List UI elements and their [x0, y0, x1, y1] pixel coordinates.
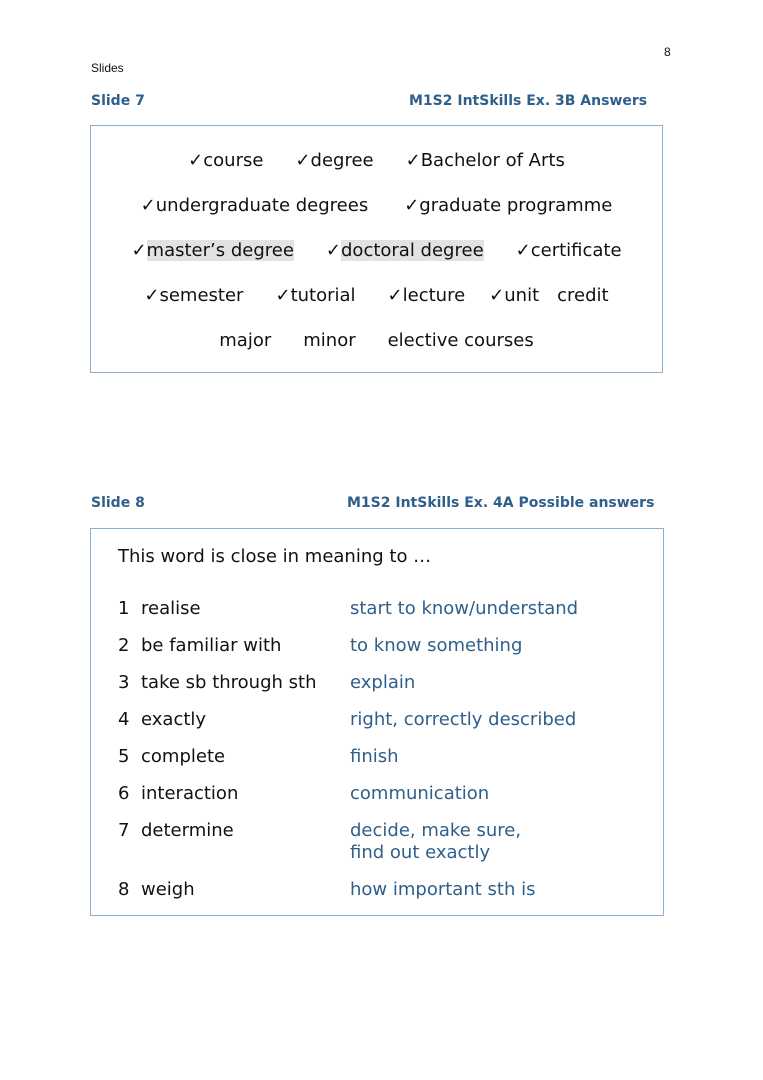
- item-answer: [350, 783, 489, 805]
- word-text: tutorial: [290, 285, 356, 306]
- item-term: determine: [141, 820, 234, 841]
- word-row: [91, 240, 662, 261]
- check-icon: ✓: [140, 195, 156, 216]
- word-item: [388, 285, 466, 306]
- check-icon: ✓: [515, 240, 531, 261]
- word-text: credit: [557, 285, 609, 306]
- item-term: be familiar with: [141, 635, 282, 656]
- item-answer: [350, 635, 522, 657]
- item-number: 6: [118, 783, 130, 804]
- item-term: weigh: [141, 879, 195, 900]
- word-text: doctoral degree: [341, 240, 484, 261]
- slide8-label: Slide 8: [91, 495, 145, 511]
- word-text: unit: [504, 285, 540, 306]
- word-item: [275, 285, 355, 306]
- answer-line: finish: [350, 746, 399, 767]
- item-answer: [350, 672, 415, 694]
- item-number: 8: [118, 879, 130, 900]
- slide7-label: Slide 7: [91, 93, 145, 109]
- word-text: course: [203, 150, 264, 171]
- word-text: lecture: [402, 285, 466, 306]
- page-number: 8: [664, 45, 671, 59]
- word-item: [295, 150, 373, 171]
- word-item: [404, 195, 612, 216]
- word-row: [91, 150, 662, 171]
- word-item: [388, 330, 534, 351]
- item-number: 4: [118, 709, 130, 730]
- item-answer: [350, 746, 399, 768]
- word-item: [326, 240, 484, 261]
- item-number: 1: [118, 598, 130, 619]
- check-icon: ✓: [325, 240, 341, 261]
- answer-line: start to know/understand: [350, 598, 579, 619]
- word-item: [406, 150, 565, 171]
- item-answer: [350, 709, 576, 731]
- word-text: Bachelor of Arts: [420, 150, 565, 171]
- word-row: [91, 330, 662, 351]
- word-row: [91, 285, 662, 306]
- check-icon: ✓: [295, 150, 311, 171]
- intro-text: This word is close in meaning to …: [118, 546, 432, 567]
- answer-line: decide, make sure,: [350, 820, 522, 841]
- check-icon: ✓: [144, 285, 160, 306]
- word-text: graduate programme: [419, 195, 613, 216]
- check-icon: ✓: [387, 285, 403, 306]
- slide8-title: M1S2 IntSkills Ex. 4A Possible answers: [347, 495, 655, 511]
- word-item: [557, 285, 608, 306]
- word-item: [144, 285, 243, 306]
- item-term: exactly: [141, 709, 207, 730]
- item-term: take sb through sth: [141, 672, 317, 693]
- slide7-box: [90, 125, 663, 373]
- answer-line: find out exactly: [350, 842, 491, 863]
- answer-line: to know something: [350, 635, 523, 656]
- check-icon: ✓: [489, 285, 505, 306]
- slide8-box: [90, 528, 664, 916]
- word-item: [131, 240, 293, 261]
- word-row: [91, 195, 662, 216]
- item-number: 5: [118, 746, 130, 767]
- word-item: [303, 330, 355, 351]
- item-term: interaction: [141, 783, 239, 804]
- item-number: 3: [118, 672, 130, 693]
- word-item: [141, 195, 369, 216]
- check-icon: ✓: [405, 150, 421, 171]
- word-item: [188, 150, 263, 171]
- check-icon: ✓: [404, 195, 420, 216]
- answer-line: how important sth is: [350, 879, 536, 900]
- word-item: [489, 285, 539, 306]
- running-head: Slides: [91, 61, 124, 75]
- word-text: certificate: [530, 240, 622, 261]
- check-icon: ✓: [131, 240, 147, 261]
- answer-line: right, correctly described: [350, 709, 577, 730]
- check-icon: ✓: [275, 285, 291, 306]
- word-text: undergraduate degrees: [155, 195, 369, 216]
- word-text: major: [219, 330, 272, 351]
- word-text: semester: [159, 285, 244, 306]
- item-answer: [350, 598, 578, 620]
- word-item: [219, 330, 271, 351]
- item-term: complete: [141, 746, 226, 767]
- item-number: 2: [118, 635, 130, 656]
- item-answer: [350, 879, 535, 901]
- check-icon: ✓: [188, 150, 204, 171]
- word-text: minor: [303, 330, 356, 351]
- item-number: 7: [118, 820, 130, 841]
- slide7-title: M1S2 IntSkills Ex. 3B Answers: [409, 93, 648, 109]
- word-text: degree: [310, 150, 374, 171]
- answer-line: communication: [350, 783, 490, 804]
- word-text: master’s degree: [146, 240, 294, 261]
- word-item: [516, 240, 622, 261]
- item-answer: [350, 820, 521, 864]
- answer-line: explain: [350, 672, 416, 693]
- word-text: elective courses: [387, 330, 534, 351]
- item-term: realise: [141, 598, 201, 619]
